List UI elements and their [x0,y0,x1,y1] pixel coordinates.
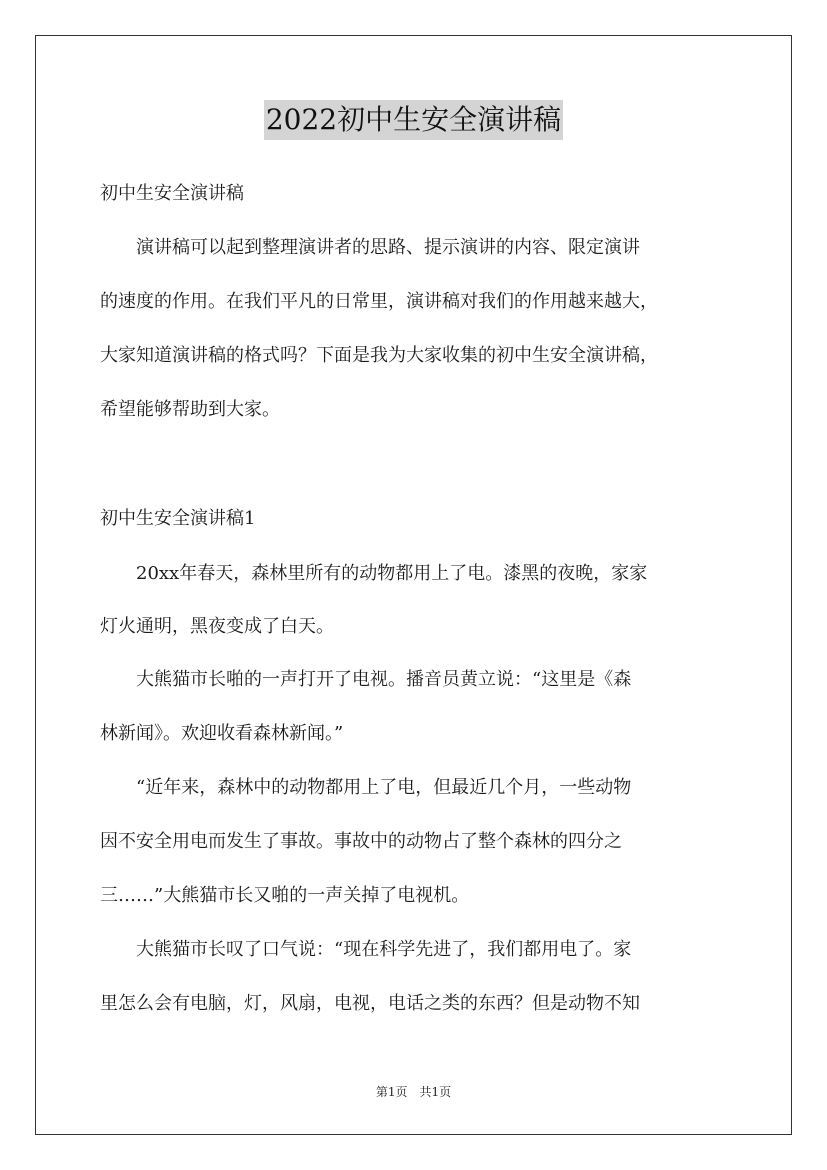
body-line: 三……”大熊猫市长又啪的一声关掉了电视机。 [100,885,470,906]
document-title: 2022初中生安全演讲稿 [264,100,563,140]
body-line: 20xx年春天，森林里所有的动物都用上了电。漆黑的夜晚，家家 [100,563,648,584]
body-line: 大熊猫市长啪的一声打开了电视。播音员黄立说：“这里是《森 [100,669,632,690]
title-wrap [0,100,827,140]
body-line: 里怎么会有电脑，灯，风扇，电视，电话之类的东西？但是动物不知 [100,993,640,1014]
body-line: 大家知道演讲稿的格式吗？下面是我为大家收集的初中生安全演讲稿， [100,345,658,366]
body-line: 演讲稿可以起到整理演讲者的思路、提示演讲的内容、限定演讲 [100,237,640,258]
page-footer: 第1页 共1页 [375,1085,452,1099]
body-line: 因不安全用电而发生了事故。事故中的动物占了整个森林的四分之 [100,831,622,852]
body-line: “近年来，森林中的动物都用上了电，但最近几个月，一些动物 [100,777,632,798]
body-line: 林新闻》。欢迎收看森林新闻。” [100,723,344,744]
body-line: 希望能够帮助到大家。 [100,399,280,420]
section-heading: 初中生安全演讲稿1 [100,508,256,529]
document-subtitle: 初中生安全演讲稿 [100,183,244,204]
body-line: 的速度的作用。在我们平凡的日常里，演讲稿对我们的作用越来越大， [100,291,658,312]
body-line: 灯火通明，黑夜变成了白天。 [100,616,334,637]
body-line: 大熊猫市长叹了口气说：“现在科学先进了，我们都用电了。家 [100,939,632,960]
